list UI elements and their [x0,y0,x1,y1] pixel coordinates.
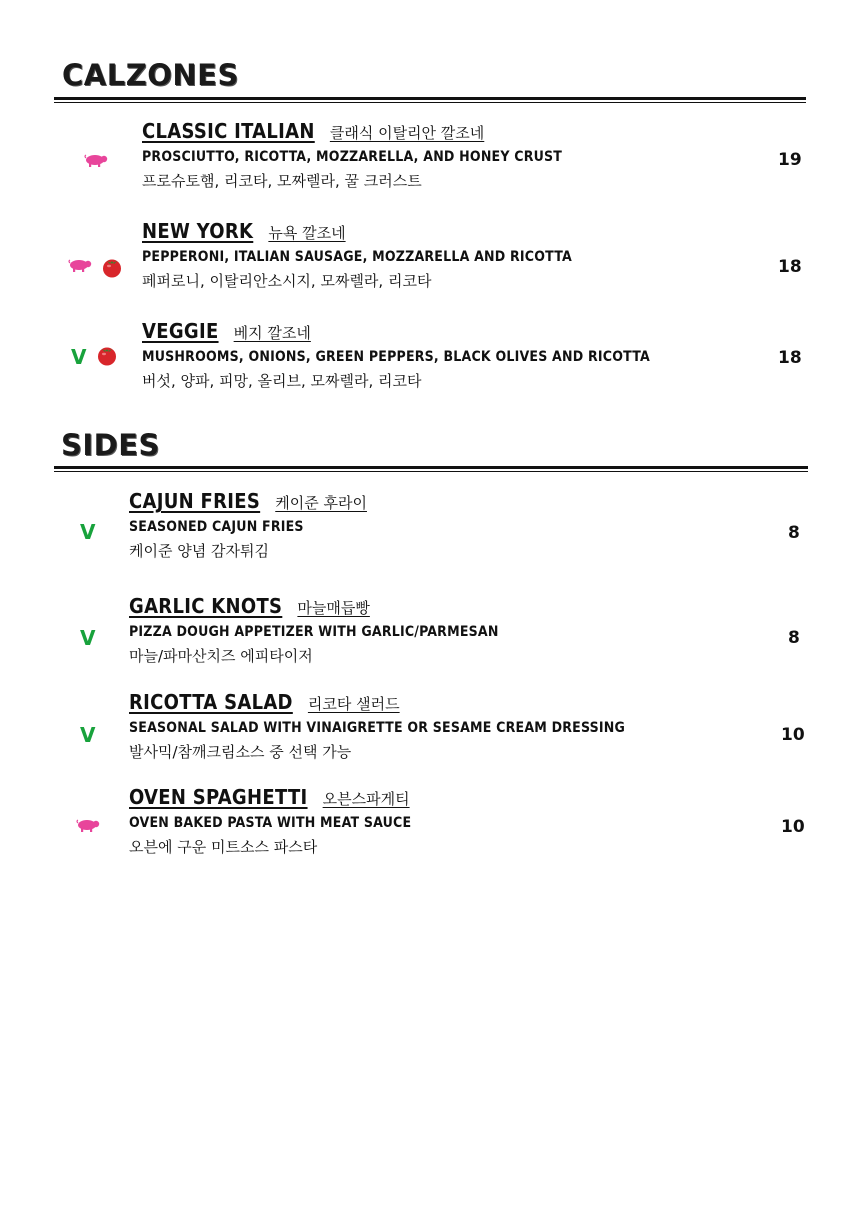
menu-item-oven-spaghetti [129,785,411,857]
tomato-icon [96,344,118,366]
menu-item-garlic-knots [129,594,499,666]
item-price: 19 [778,150,802,170]
menu-item-cajun-fries [129,489,367,561]
item-name: CAJUN FRIES [129,489,261,513]
vegetarian-icon: V [80,520,96,544]
item-name: NEW YORK [142,219,254,243]
item-name-korean: 마늘매듭빵 [297,599,370,617]
item-name-korean: 오븐스파게티 [322,790,410,808]
tomato-icon [101,256,123,278]
section-title-sides: SIDES [61,428,160,462]
menu-item-ricotta-salad [129,690,625,762]
item-price: 10 [781,817,805,837]
item-description: SEASONED CAJUN FRIES [129,519,304,535]
item-description-korean: 페퍼로니, 이탈리안소시지, 모짜렐라, 리코타 [142,272,432,290]
item-description: PEPPERONI, ITALIAN SAUSAGE, MOZZARELLA AND RICOTTA [142,249,572,265]
item-name: VEGGIE [142,319,219,343]
item-name-korean: 케이준 후라이 [275,494,367,512]
item-description-korean: 마늘/파마산치즈 에피타이저 [129,647,313,665]
item-price: 8 [788,523,800,543]
menu-item-veggie [142,319,650,391]
item-description-korean: 발사믹/참깨크림소스 중 선택 가능 [129,743,352,761]
item-description: MUSHROOMS, ONIONS, GREEN PEPPERS, BLACK OLIVES AND RICOTTA [142,349,650,365]
pig-icon [76,818,100,832]
item-name-korean: 뉴욕 깔조네 [268,224,346,242]
item-name: RICOTTA SALAD [129,690,293,714]
item-description-korean: 오븐에 구운 미트소스 파스타 [129,838,318,856]
menu-item-new-york [142,219,572,291]
item-price: 10 [781,725,805,745]
item-description-korean: 케이준 양념 감자튀김 [129,542,269,560]
item-price: 8 [788,628,800,648]
item-name-korean: 리코타 샐러드 [307,695,400,713]
item-name: CLASSIC ITALIAN [142,119,315,143]
item-name: OVEN SPAGHETTI [129,785,308,809]
vegetarian-icon: V [80,723,96,747]
menu-item-classic-italian [142,119,562,191]
item-description-korean: 프로슈토햄, 리코타, 모짜렐라, 꿀 크러스트 [142,172,422,190]
item-description: OVEN BAKED PASTA WITH MEAT SAUCE [129,815,412,831]
vegetarian-icon: V [80,626,96,650]
section-divider [54,466,808,472]
pig-icon [84,153,108,167]
item-name: GARLIC KNOTS [129,594,283,618]
vegetarian-icon: V [71,345,87,369]
item-price: 18 [778,257,802,277]
item-price: 18 [778,348,802,368]
item-description: PIZZA DOUGH APPETIZER WITH GARLIC/PARMESAN [129,624,499,640]
item-description-korean: 버섯, 양파, 피망, 올리브, 모짜렐라, 리코타 [142,372,422,390]
pig-icon [68,258,92,272]
item-description: PROSCIUTTO, RICOTTA, MOZZARELLA, AND HONEY CRUST [142,149,563,165]
section-title-calzones: CALZONES [62,58,239,92]
item-description: SEASONAL SALAD WITH VINAIGRETTE OR SESAME CREAM DRESSING [129,720,626,736]
item-name-korean: 베지 깔조네 [233,324,311,342]
item-name-korean: 클래식 이탈리안 깔조네 [329,124,485,142]
section-divider [54,97,806,103]
